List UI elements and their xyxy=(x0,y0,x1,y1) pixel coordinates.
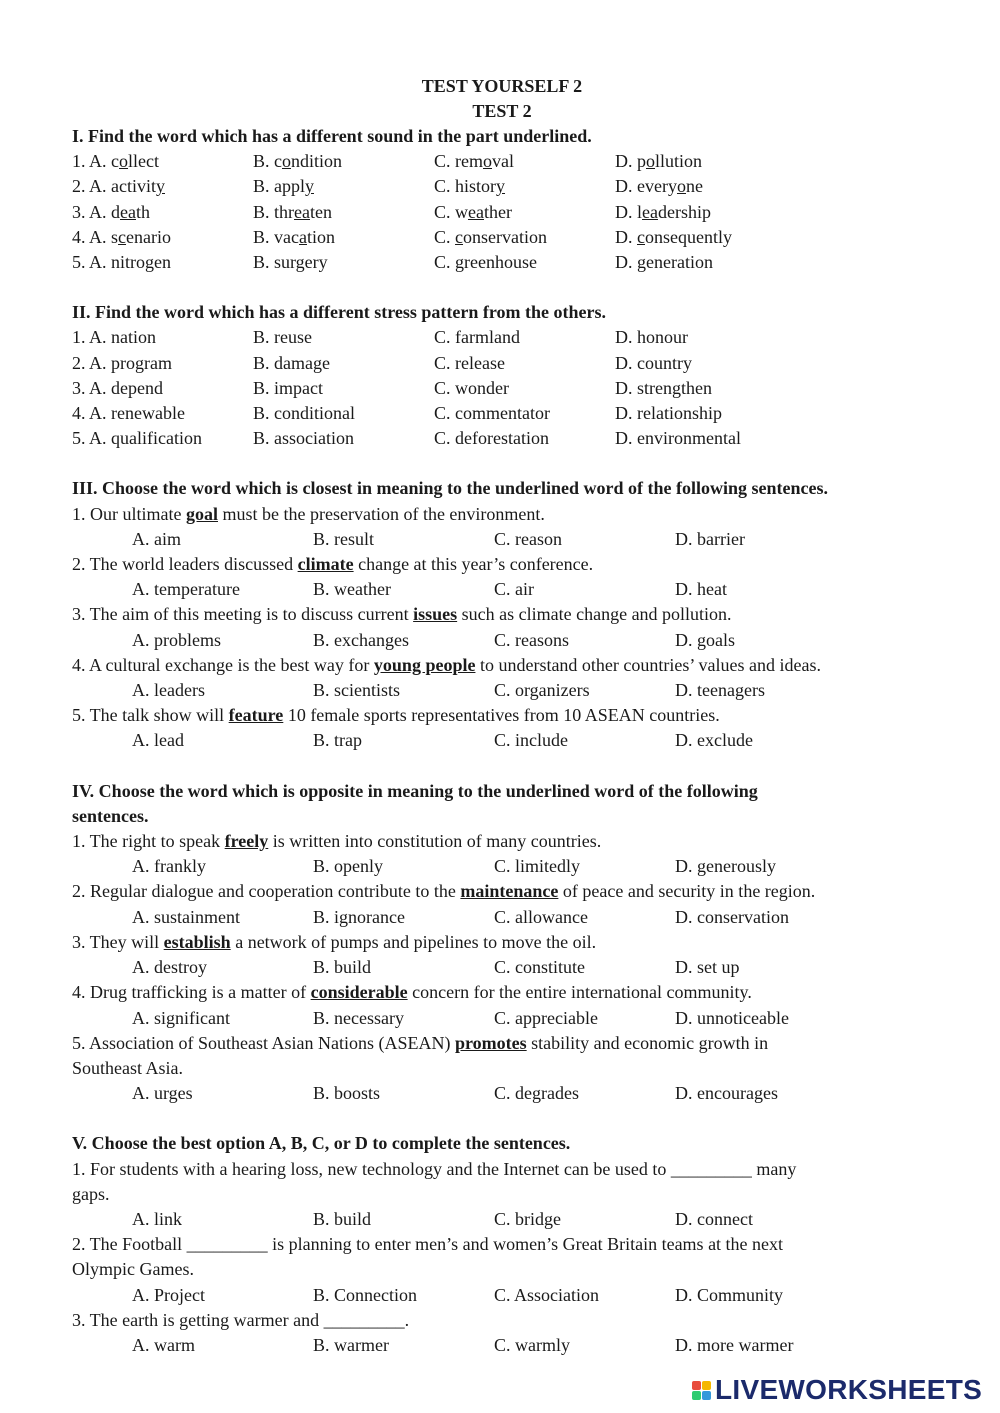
option-a: 2. A. program xyxy=(72,352,172,373)
underlined-word: young people xyxy=(373,654,476,675)
option-b xyxy=(253,225,434,250)
answer-option: A. urges xyxy=(132,1083,193,1104)
sentence-start: 4. A cultural exchange is the best way for xyxy=(72,654,374,675)
underlined-part: y xyxy=(156,176,165,197)
sentence-start: 4. Drug trafficking is a matter of xyxy=(72,982,311,1003)
logo-square xyxy=(702,1381,711,1390)
antonym-question-sentence xyxy=(72,1031,932,1056)
underlined-part: o xyxy=(676,176,686,197)
answer-option: A. warm xyxy=(132,1334,195,1355)
sentence-end: must be the preservation of the environment. xyxy=(218,503,545,524)
antonym-question-options xyxy=(72,955,932,980)
answer-option: B. scientists xyxy=(313,680,401,701)
liveworksheets-logo xyxy=(692,1374,982,1406)
option-d: D. country xyxy=(615,352,692,373)
option-text: B. vac xyxy=(253,226,299,247)
option-text-rest: onservation xyxy=(463,226,547,247)
liveworksheets-logo-icon xyxy=(692,1381,711,1400)
answer-option: A. aim xyxy=(132,528,181,549)
option-d xyxy=(615,149,702,174)
sentence-end: concern for the entire international community. xyxy=(407,982,752,1003)
stress-question-row xyxy=(72,351,932,376)
option-c: C. wonder xyxy=(434,377,509,398)
underlined-word: issues xyxy=(413,604,458,625)
option-text-rest: ten xyxy=(310,201,332,222)
option-b: B. conditional xyxy=(253,403,355,424)
option-c: C. farmland xyxy=(434,327,520,348)
answer-option: B. exchanges xyxy=(313,629,409,650)
option-text-rest: llect xyxy=(128,151,159,172)
answer-option: D. unnoticeable xyxy=(675,1007,789,1028)
answer-option: A. problems xyxy=(132,629,221,650)
option-a xyxy=(72,225,253,250)
section-4-questions xyxy=(72,829,932,1106)
answer-option: B. weather xyxy=(313,579,391,600)
option-d xyxy=(615,200,711,225)
option-text: C. greenhouse xyxy=(434,252,537,273)
option-text: C. w xyxy=(434,201,469,222)
logo-square xyxy=(702,1391,711,1400)
answer-option: A. Project xyxy=(132,1284,205,1305)
answer-option: D. goals xyxy=(675,629,735,650)
worksheet-page xyxy=(72,74,932,1358)
answer-option: D. encourages xyxy=(675,1083,778,1104)
underlined-word: goal xyxy=(185,503,218,524)
option-text-rest: dership xyxy=(657,201,711,222)
answer-option: B. openly xyxy=(313,856,383,877)
option-d: D. strengthen xyxy=(615,377,712,398)
underlined-part: c xyxy=(118,226,127,247)
option-text: D. generation xyxy=(615,252,713,273)
option-text-rest: val xyxy=(492,151,514,172)
answer-option: D. teenagers xyxy=(675,680,765,701)
underlined-part: o xyxy=(119,151,129,172)
answer-option: C. Association xyxy=(494,1284,600,1305)
antonym-question-options xyxy=(72,1081,932,1106)
answer-option: B. warmer xyxy=(313,1334,389,1355)
answer-option: B. result xyxy=(313,528,374,549)
underlined-word: climate xyxy=(297,554,354,575)
underlined-part: o xyxy=(282,151,291,172)
question-number: 2. xyxy=(72,176,90,197)
sentence-end: 10 female sports representatives from 10 ASEAN countries. xyxy=(283,705,720,726)
completion-question-sentence: 2. The Football _________ is planning to enter men’s and women’s Great Britain teams at the next xyxy=(72,1234,784,1255)
answer-option: A. lead xyxy=(132,730,184,751)
sentence-start: 3. The aim of this meeting is to discuss current xyxy=(72,604,414,625)
option-text-rest: enario xyxy=(126,226,172,247)
sentence-end: to understand other countries’ values and ideas. xyxy=(475,654,822,675)
option-d: D. honour xyxy=(615,327,688,348)
section-4-heading-line-2: sentences. xyxy=(72,805,149,826)
option-c xyxy=(434,225,615,250)
section-3-questions xyxy=(72,502,932,754)
antonym-question-sentence-continued: Southeast Asia. xyxy=(72,1057,183,1078)
answer-option: C. organizers xyxy=(494,680,590,701)
section-3-heading: III. Choose the word which is closest in meaning to the underlined word of the following sentences. xyxy=(72,478,829,499)
section-4-heading xyxy=(72,779,932,829)
section-2-heading: II. Find the word which has a different stress pattern from the others. xyxy=(72,302,606,323)
option-b: B. association xyxy=(253,428,354,449)
option-d xyxy=(615,225,732,250)
antonym-question-sentence xyxy=(72,829,932,854)
option-text: A. s xyxy=(89,226,119,247)
option-text-rest: onsequently xyxy=(645,226,732,247)
option-text: D. l xyxy=(615,201,642,222)
option-text: A. d xyxy=(89,201,121,222)
underlined-part: ea xyxy=(120,201,136,222)
answer-option: A. destroy xyxy=(132,957,207,978)
section-5-questions xyxy=(72,1157,932,1359)
underlined-part: c xyxy=(637,226,645,247)
answer-option: B. build xyxy=(313,1208,372,1229)
option-text: D. every xyxy=(615,176,677,197)
sound-question-row xyxy=(72,225,932,250)
answer-option: A. leaders xyxy=(132,680,205,701)
option-b: B. impact xyxy=(253,377,323,398)
synonym-question-sentence xyxy=(72,602,932,627)
answer-option: C. allowance xyxy=(494,906,588,927)
liveworksheets-logo-text: LIVEWORKSHEETS xyxy=(715,1374,983,1405)
worksheet-title: TEST YOURSELF 2 xyxy=(421,76,583,96)
section-4-heading-line-1: IV. Choose the word which is opposite in meaning to the underlined word of the following xyxy=(72,780,758,801)
answer-option: B. trap xyxy=(313,730,362,751)
option-text: A. activit xyxy=(89,176,156,197)
answer-option: B. boosts xyxy=(313,1083,381,1104)
answer-option: A. significant xyxy=(132,1007,230,1028)
synonym-question-sentence xyxy=(72,552,932,577)
answer-option: A. temperature xyxy=(132,579,240,600)
completion-question-options xyxy=(72,1333,932,1358)
option-b xyxy=(253,250,434,275)
option-text-rest: ther xyxy=(484,201,512,222)
logo-square xyxy=(692,1381,701,1390)
answer-option: C. warmly xyxy=(494,1334,570,1355)
answer-option: C. limitedly xyxy=(494,856,581,877)
answer-option: D. Community xyxy=(675,1284,784,1305)
sentence-end: change at this year’s conference. xyxy=(353,554,594,575)
answer-option: C. include xyxy=(494,730,568,751)
stress-question-row xyxy=(72,376,932,401)
sentence-start: 1. Our ultimate xyxy=(72,503,186,524)
option-d xyxy=(615,174,703,199)
antonym-question-options xyxy=(72,1006,932,1031)
option-c: C. commentator xyxy=(434,403,550,424)
option-c xyxy=(434,149,615,174)
underlined-part: a xyxy=(298,226,307,247)
option-text: A. nitrogen xyxy=(89,252,171,273)
underlined-word: maintenance xyxy=(460,881,559,902)
option-c: C. deforestation xyxy=(434,428,549,449)
underlined-word: promotes xyxy=(454,1032,527,1053)
answer-option: B. Connection xyxy=(313,1284,417,1305)
answer-option: D. set up xyxy=(675,957,740,978)
underlined-word: freely xyxy=(224,831,269,852)
completion-question-options xyxy=(72,1283,932,1308)
option-a xyxy=(72,149,253,174)
answer-option: C. appreciable xyxy=(494,1007,598,1028)
question-number: 1. xyxy=(72,151,90,172)
section-2-questions xyxy=(72,325,932,451)
underlined-part: ea xyxy=(642,201,658,222)
answer-option: B. build xyxy=(313,957,372,978)
option-b: B. reuse xyxy=(253,327,312,348)
synonym-question-options xyxy=(72,527,932,552)
answer-option: D. exclude xyxy=(675,730,753,751)
question-number: 3. xyxy=(72,201,90,222)
option-c: C. release xyxy=(434,352,505,373)
option-text-rest: ndition xyxy=(291,151,343,172)
synonym-question-options xyxy=(72,577,932,602)
underlined-word: feature xyxy=(228,705,284,726)
option-c xyxy=(434,250,615,275)
sentence-end: is written into constitution of many countries. xyxy=(268,831,602,852)
option-b xyxy=(253,149,434,174)
sentence-start: 1. The right to speak xyxy=(72,831,225,852)
synonym-question-options xyxy=(72,728,932,753)
worksheet-subtitle: TEST 2 xyxy=(472,101,532,121)
answer-option: D. conservation xyxy=(675,906,789,927)
option-text-rest: tion xyxy=(306,226,335,247)
option-text: C. xyxy=(434,226,456,247)
underlined-word: establish xyxy=(163,931,231,952)
answer-option: C. air xyxy=(494,579,534,600)
option-d: D. environmental xyxy=(615,428,741,449)
stress-question-row xyxy=(72,325,932,350)
completion-question-sentence-continued: Olympic Games. xyxy=(72,1259,194,1280)
option-text: A. c xyxy=(89,151,120,172)
completion-question-options xyxy=(72,1207,932,1232)
option-a: 4. A. renewable xyxy=(72,403,185,424)
answer-option: D. connect xyxy=(675,1208,753,1229)
underlined-part: y xyxy=(305,176,314,197)
antonym-question-sentence xyxy=(72,930,932,955)
section-1-heading: I. Find the word which has a different sound in the part underlined. xyxy=(72,126,592,146)
underlined-part: ea xyxy=(468,201,484,222)
answer-option: D. barrier xyxy=(675,528,745,549)
option-text-rest: llution xyxy=(655,151,703,172)
underlined-part: c xyxy=(455,226,464,247)
sentence-end: such as climate change and pollution. xyxy=(457,604,732,625)
underlined-part: y xyxy=(496,176,506,197)
answer-option: B. necessary xyxy=(313,1007,404,1028)
logo-square xyxy=(692,1391,701,1400)
sentence-start: 3. They will xyxy=(72,931,164,952)
answer-option: D. generously xyxy=(675,856,776,877)
answer-option: A. sustainment xyxy=(132,906,240,927)
option-c xyxy=(434,174,615,199)
antonym-question-options xyxy=(72,905,932,930)
stress-question-row xyxy=(72,426,932,451)
answer-option: C. reason xyxy=(494,528,562,549)
option-text: B. appl xyxy=(253,176,305,197)
synonym-question-options xyxy=(72,628,932,653)
option-a: 5. A. qualification xyxy=(72,428,202,449)
answer-option: A. link xyxy=(132,1208,183,1229)
sentence-end: a network of pumps and pipelines to move the oil. xyxy=(230,931,597,952)
completion-question-sentence: 3. The earth is getting warmer and _________. xyxy=(72,1309,410,1330)
option-b: B. damage xyxy=(253,352,330,373)
question-number: 4. xyxy=(72,226,90,247)
option-text: D. p xyxy=(615,151,646,172)
option-c xyxy=(434,200,615,225)
question-number: 5. xyxy=(72,252,90,273)
answer-option: D. more warmer xyxy=(675,1334,794,1355)
option-b xyxy=(253,174,434,199)
section-1-questions xyxy=(72,149,932,275)
option-a xyxy=(72,174,253,199)
option-text: B. surgery xyxy=(253,252,328,273)
antonym-question-options xyxy=(72,854,932,879)
sound-question-row xyxy=(72,200,932,225)
synonym-question-options xyxy=(72,678,932,703)
completion-question-sentence: 1. For students with a hearing loss, new technology and the Internet can be used to _________ many xyxy=(72,1158,797,1179)
sentence-end: of peace and security in the region. xyxy=(558,881,816,902)
option-text: D. xyxy=(615,226,637,247)
stress-question-row xyxy=(72,401,932,426)
sentence-end: stability and economic growth in xyxy=(526,1032,769,1053)
option-text: C. rem xyxy=(434,151,483,172)
option-a xyxy=(72,200,253,225)
option-a xyxy=(72,250,253,275)
sound-question-row xyxy=(72,174,932,199)
answer-option: C. bridge xyxy=(494,1208,561,1229)
completion-question-sentence-continued: gaps. xyxy=(72,1183,110,1204)
option-text: C. histor xyxy=(434,176,497,197)
answer-option: A. frankly xyxy=(132,856,206,877)
underlined-part: o xyxy=(483,151,492,172)
sentence-start: 5. The talk show will xyxy=(72,705,229,726)
option-text-rest: th xyxy=(136,201,151,222)
sentence-start: 2. The world leaders discussed xyxy=(72,554,298,575)
answer-option: D. heat xyxy=(675,579,727,600)
synonym-question-sentence xyxy=(72,502,932,527)
sentence-start: 5. Association of Southeast Asian Nations (ASEAN) xyxy=(72,1032,455,1053)
answer-option: C. reasons xyxy=(494,629,569,650)
antonym-question-sentence xyxy=(72,879,932,904)
option-a: 1. A. nation xyxy=(72,327,156,348)
underlined-word: considerable xyxy=(310,982,408,1003)
answer-option: B. ignorance xyxy=(313,906,405,927)
synonym-question-sentence xyxy=(72,703,932,728)
underlined-part: o xyxy=(646,151,655,172)
synonym-question-sentence xyxy=(72,653,932,678)
sentence-start: 2. Regular dialogue and cooperation contribute to the xyxy=(72,881,461,902)
option-a: 3. A. depend xyxy=(72,377,163,398)
option-d: D. relationship xyxy=(615,403,722,424)
option-b xyxy=(253,200,434,225)
option-text: B. c xyxy=(253,151,282,172)
underlined-part: ea xyxy=(294,201,310,222)
antonym-question-sentence xyxy=(72,980,932,1005)
section-5-heading: V. Choose the best option A, B, C, or D to complete the sentences. xyxy=(72,1133,571,1154)
option-text: B. thr xyxy=(253,201,295,222)
sound-question-row xyxy=(72,250,932,275)
option-d xyxy=(615,250,713,275)
answer-option: C. constitute xyxy=(494,957,585,978)
option-text-rest: ne xyxy=(685,176,703,197)
answer-option: C. degrades xyxy=(494,1083,579,1104)
sound-question-row xyxy=(72,149,932,174)
